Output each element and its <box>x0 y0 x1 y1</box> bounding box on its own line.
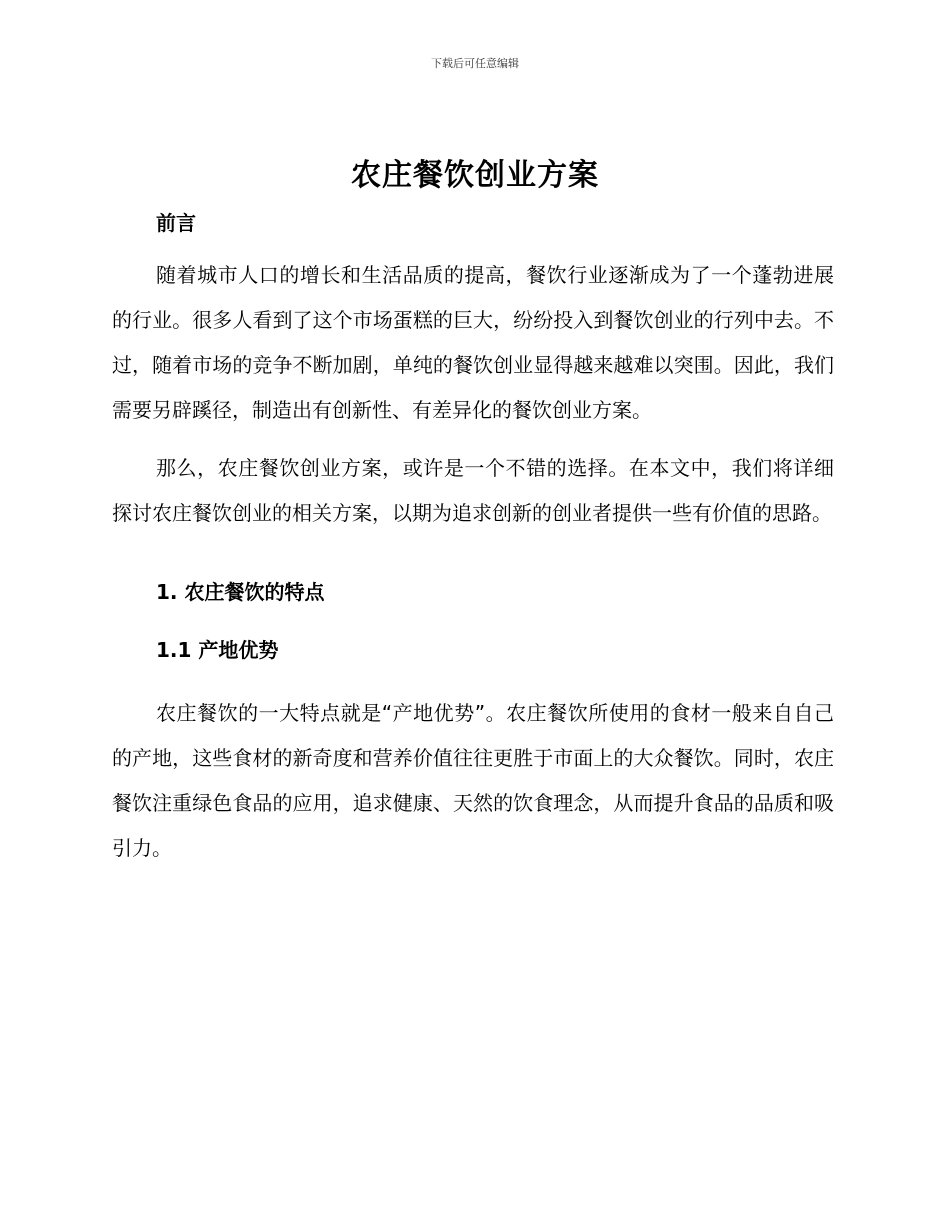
section-1-1-paragraph: 农庄餐饮的一大特点就是“产地优势”。农庄餐饮所使用的食材一般来自自己的产地，这些食材的新奇度和营养价值往往更胜于市面上的大众餐饮。同时，农庄餐饮注重绿色食品的应用，追求健康、天然的饮食理念，从而提升食品的品质和吸引力。 <box>112 701 834 860</box>
section-1-1-heading: 1.1 产地优势 <box>156 638 279 662</box>
document-title: 农庄餐饮创业方案 <box>351 158 599 193</box>
preface-paragraph-1: 随着城市人口的增长和生活品质的提高，餐饮行业逐渐成为了一个蓬勃进展的行业。很多人看到了这个市场蛋糕的巨大，纷纷投入到餐饮创业的行列中去。不过，随着市场的竞争不断加剧，单纯的餐饮创业显得越来越难以突围。因此，我们需要另辟蹊径，制造出有创新性、有差异化的餐饮创业方案。 <box>112 263 834 422</box>
document-body <box>112 203 834 871</box>
section-1-heading: 1. 农庄餐饮的特点 <box>156 580 325 604</box>
preface-heading: 前言 <box>156 211 196 235</box>
preface-paragraph-2: 那么，农庄餐饮创业方案，或许是一个不错的选择。在本文中，我们将详细探讨农庄餐饮创业的相关方案，以期为追求创新的创业者提供一些有价值的思路。 <box>112 456 834 525</box>
page-header-note: 下载后可任意编辑 <box>431 57 519 70</box>
